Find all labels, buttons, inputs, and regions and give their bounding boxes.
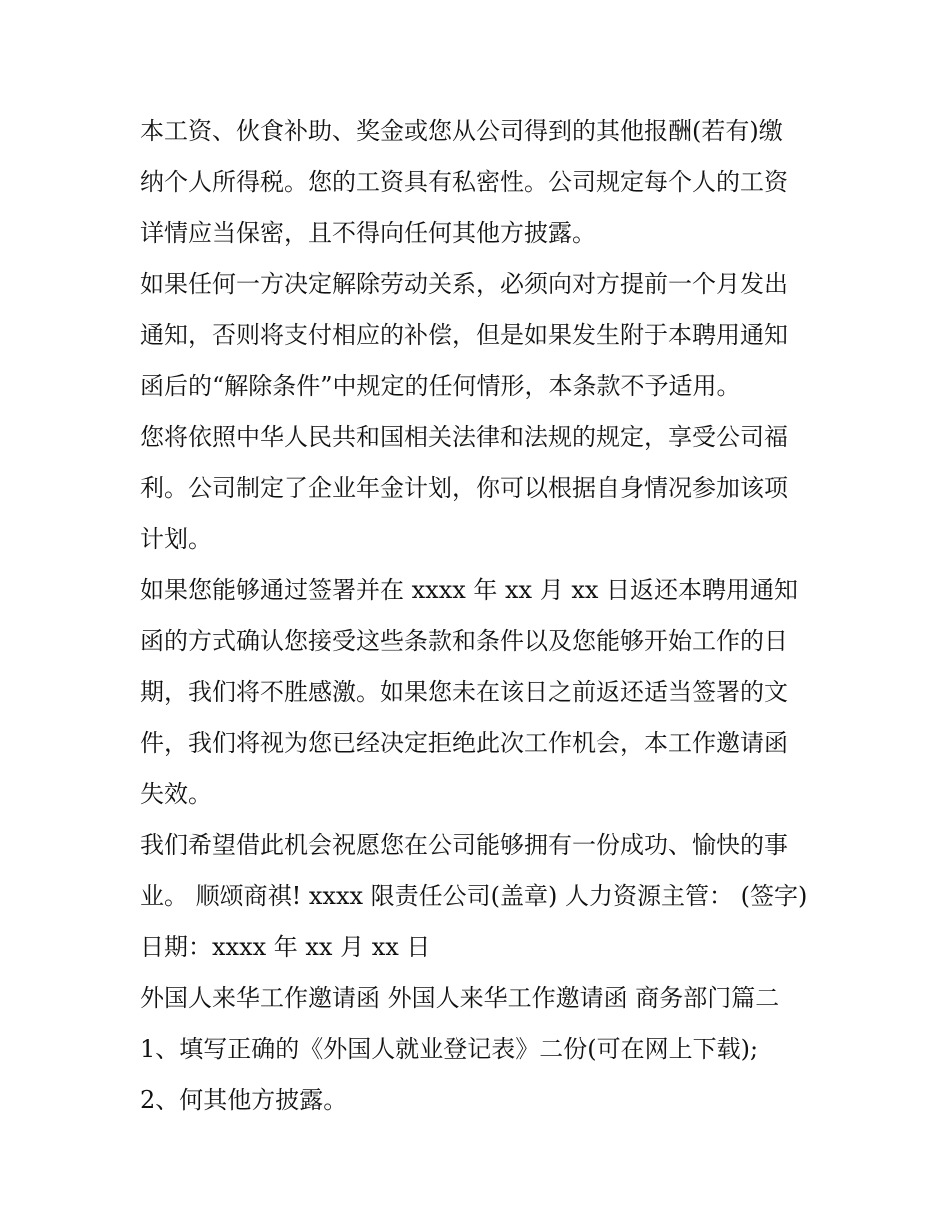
text-line: 如果您能够通过签署并在 xxxx 年 xx 月 xx 日返还本聘用通知 <box>140 576 799 604</box>
text-line: 通知，否则将支付相应的补偿，但是如果发生附于本聘用通知 <box>140 321 788 349</box>
text-line: 函的方式确认您接受这些条款和条件以及您能够开始工作的日 <box>140 627 788 655</box>
text-line: 外国人来华工作邀请函 外国人来华工作邀请函 商务部门篇二 <box>140 984 780 1012</box>
text-line: 详情应当保密，且不得向任何其他方披露。 <box>140 219 596 247</box>
text-line: 期，我们将不胜感激。如果您未在该日之前返还适当签署的文 <box>140 678 788 706</box>
text-line: 计划。 <box>140 525 212 553</box>
text-line: 失效。 <box>140 780 212 808</box>
text-line: 1、填写正确的《外国人就业登记表》二份(可在网上下载); <box>140 1035 759 1063</box>
document-body <box>140 106 830 1126</box>
text-line: 函后的“解除条件”中规定的任何情形，本条款不予适用。 <box>140 372 741 400</box>
text-line: 日期：xxxx 年 xx 月 xx 日 <box>140 933 431 961</box>
text-line: 我们希望借此机会祝愿您在公司能够拥有一份成功、愉快的事 <box>140 831 788 859</box>
text-line: 件，我们将视为您已经决定拒绝此次工作机会，本工作邀请函 <box>140 729 788 757</box>
text-line: 如果任何一方决定解除劳动关系，必须向对方提前一个月发出 <box>140 270 788 298</box>
text-line: 利。公司制定了企业年金计划，你可以根据自身情况参加该项 <box>140 474 788 502</box>
text-line: 您将依照中华人民共和国相关法律和法规的规定，享受公司福 <box>140 423 788 451</box>
text-line: 业。 顺颂商祺! xxxx 限责任公司(盖章) 人力资源主管： (签字) <box>140 882 808 910</box>
text-line: 本工资、伙食补助、奖金或您从公司得到的其他报酬(若有)缴 <box>140 117 783 145</box>
text-line: 2、何其他方披露。 <box>140 1086 348 1114</box>
text-line: 纳个人所得税。您的工资具有私密性。公司规定每个人的工资 <box>140 168 788 196</box>
